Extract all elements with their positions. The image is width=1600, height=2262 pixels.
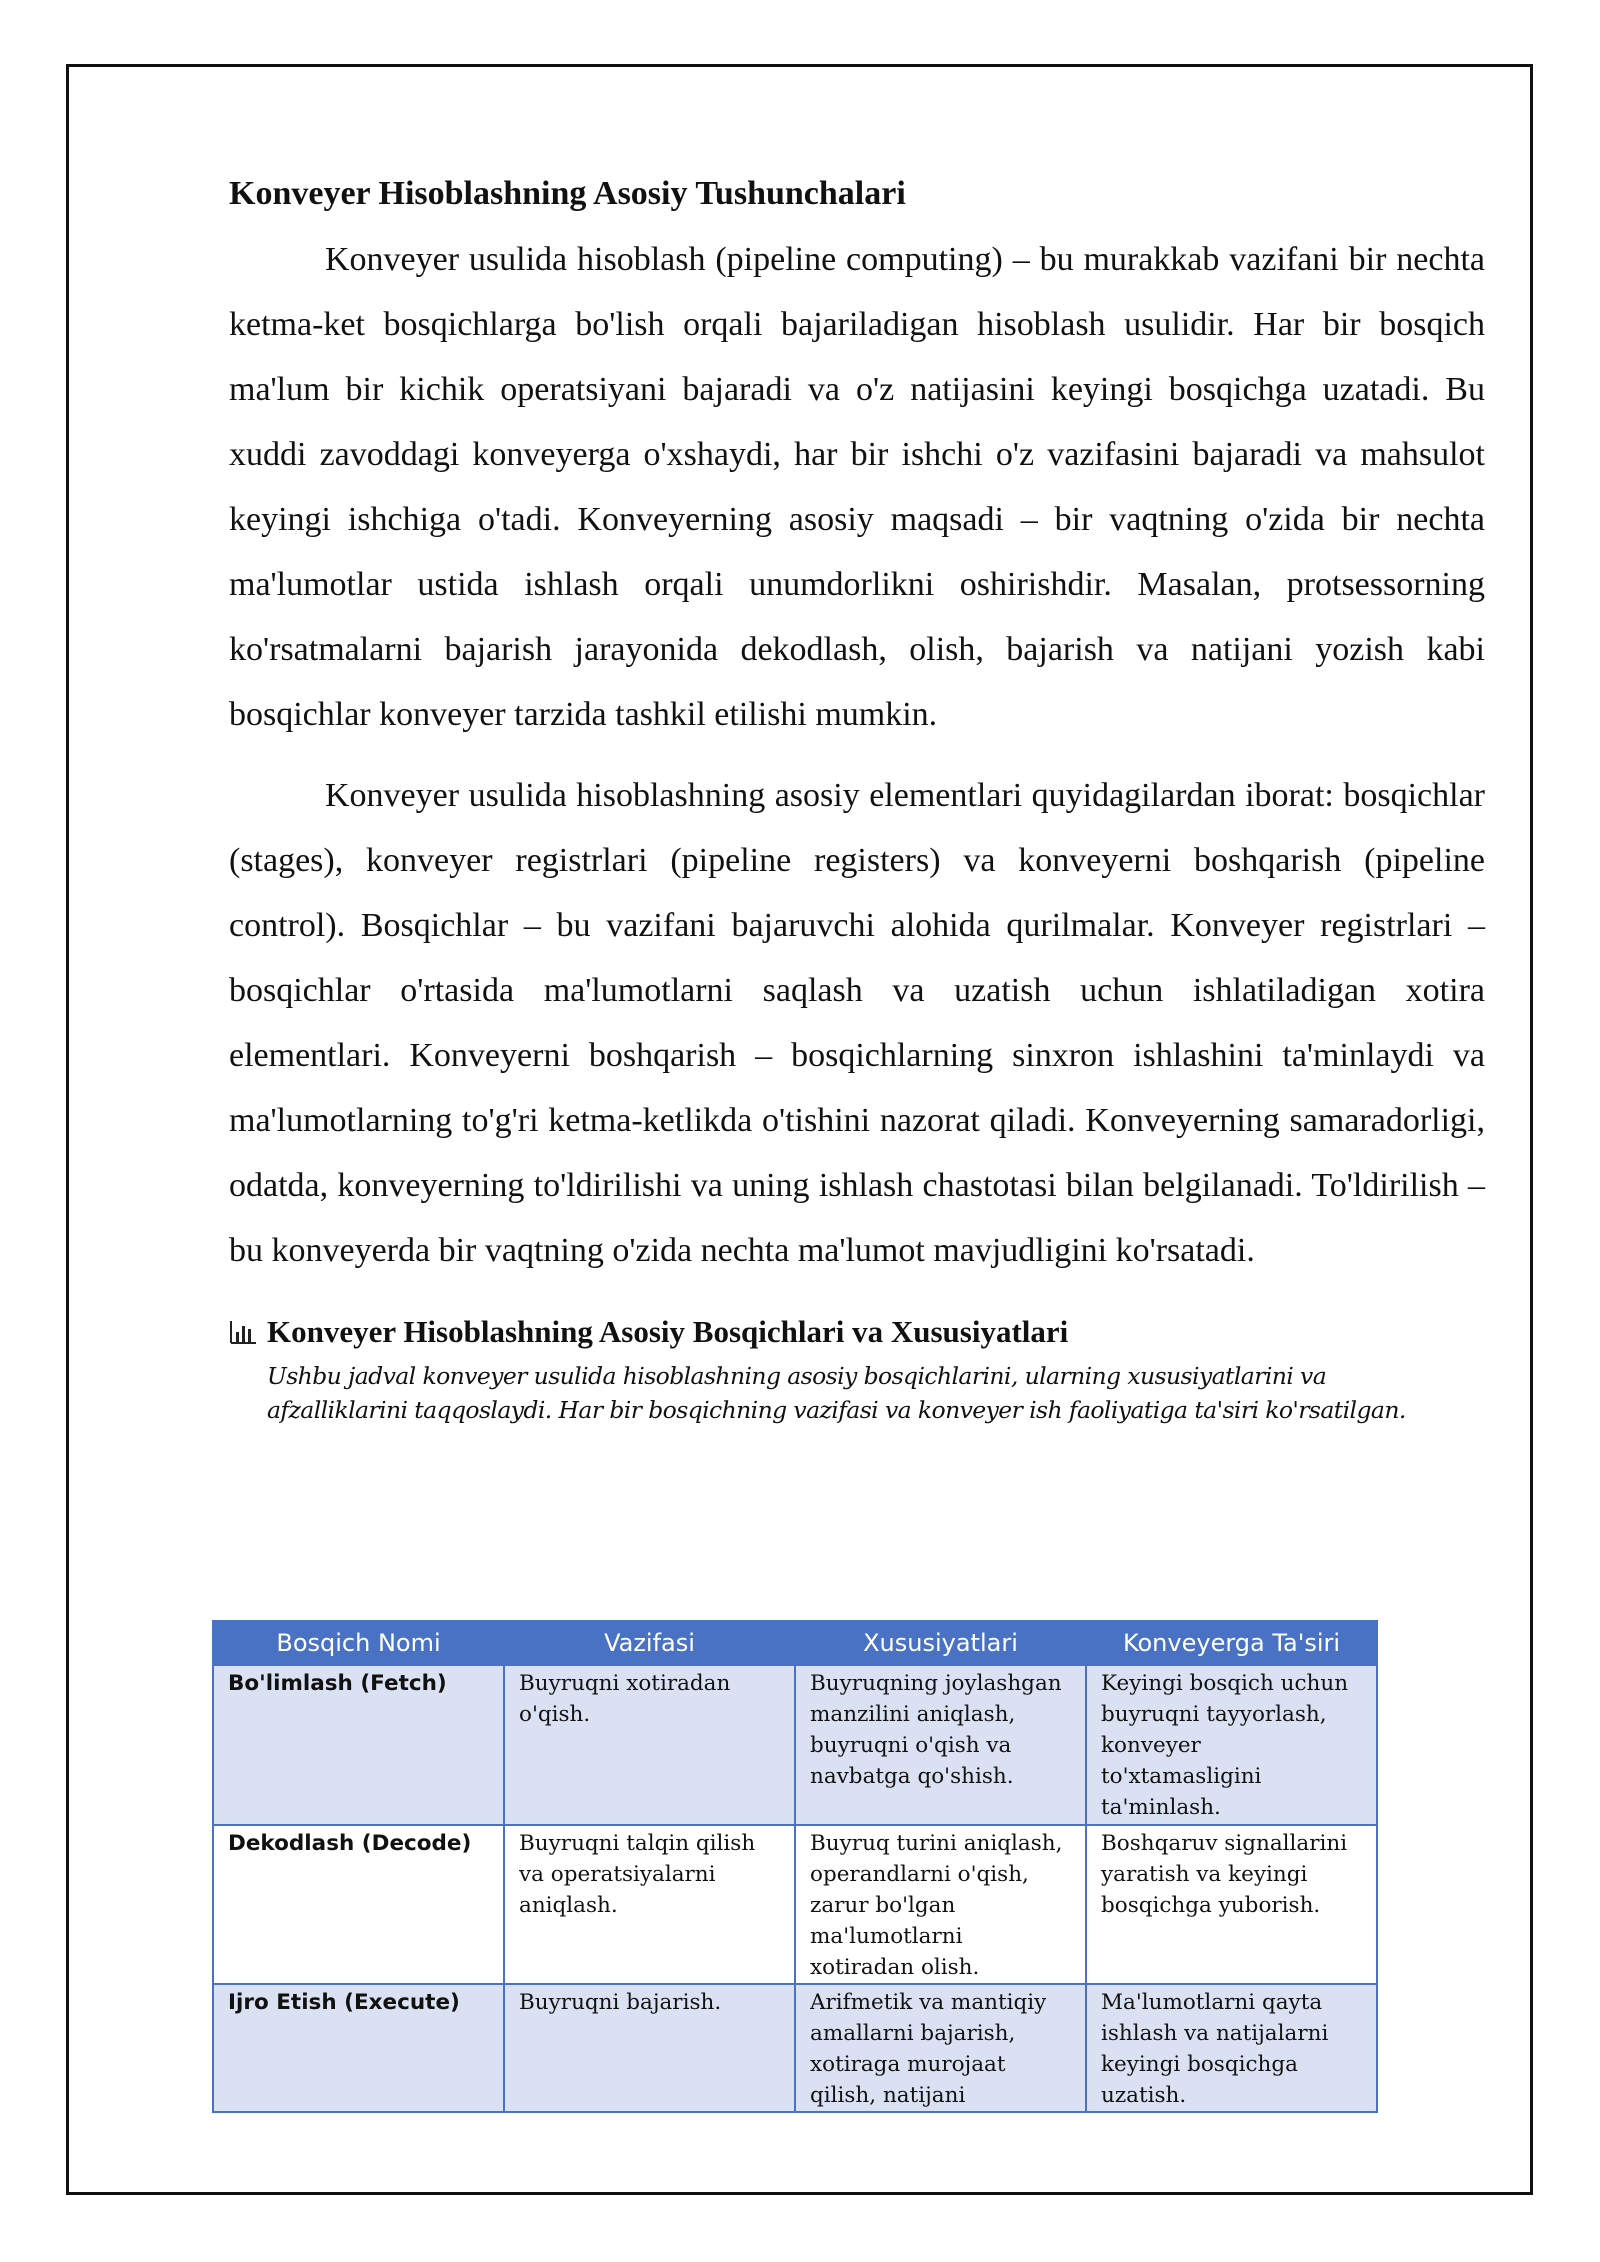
table-cell: Buyruqni bajarish. bbox=[519, 1990, 722, 2015]
paragraph-1: Konveyer usulida hisoblash (pipeline computing) – bu murakkab vazifani bir nechta ketma-ket bosqichlarga bo'lish orqali bajariladigan hisoblash usulidir. Har bir bosqich ma'lum bir kichik operatsiyani bajaradi va o'z natijasini keyingi bosqichga uzatadi. Bu xuddi zavoddagi konveyerga o'xshaydi, har bir ishchi o'z vazifasini bajaradi va mahsulot keyingi ishchiga o'tadi. Konveyerning asosiy maqsadi – bir vaqtning o'zida bir nechta ma'lumotlar ustida ishlash orqali unumdorlikni oshirishdir. Masalan, protsessorning ko'rsatmalarni bajarish jarayonida dekodlash, olish, bajarish va natijani yozish kabi bosqichlar konveyer tarzida tashkil etilishi mumkin. bbox=[229, 241, 1485, 733]
table-cell: Keyingi bosqich uchun buyruqni tayyorlash, konveyer to'xtamasligini ta'minlash. bbox=[1101, 1671, 1349, 1820]
table-row bbox=[213, 1665, 1377, 1825]
table-heading bbox=[229, 1313, 1485, 1351]
table-cell: Buyruq turini aniqlash, operandlarni o'qish, zarur bo'lgan ma'lumotlarni xotiradan olish. bbox=[810, 1831, 1063, 1980]
document-title: Konveyer Hisoblashning Asosiy Tushunchalari bbox=[229, 175, 906, 212]
stage-name-cell: Bo'limlash (Fetch) bbox=[228, 1671, 447, 1696]
table-cell: Boshqaruv signallarini yaratish va keyingi bosqichga yuborish. bbox=[1101, 1831, 1348, 1918]
paragraph-2: Konveyer usulida hisoblashning asosiy elementlari quyidagilardan iborat: bosqichlar (stages), konveyer registrlari (pipeline registers) va konveyerni boshqarish (pipeline control). Bosqichlar – bu vazifani bajaruvchi alohida qurilmalar. Konveyer registrlari – bosqichlar o'rtasida ma'lumotlarni saqlash va uzatish uchun ishlatiladigan xotira elementlari. Konveyerni boshqarish – bosqichlarning sinxron ishlashini ta'minlaydi va ma'lumotlarning to'g'ri ketma-ketlikda o'tishini nazorat qiladi. Konveyerning samaradorligi, odatda, konveyerning to'ldirilishi va uning ishlash chastotasi bilan belgilanadi. To'ldirilish – bu konveyerda bir vaqtning o'zida nechta ma'lumot mavjudligini ko'rsatadi. bbox=[229, 777, 1485, 1269]
table-cell: Buyruqni talqin qilish va operatsiyalarni aniqlash. bbox=[519, 1831, 756, 1918]
table-row bbox=[213, 1984, 1377, 2112]
table-caption: Ushbu jadval konveyer usulida hisoblashning asosiy bosqichlarini, ularning xususiyatlarini va afzalliklarini taqqoslaydi. Har bir bosqichning vazifasi va konveyer ish faoliyatiga ta'siri ko'rsatilgan. bbox=[267, 1362, 1406, 1424]
table-header-row bbox=[213, 1621, 1377, 1665]
table-row bbox=[213, 1825, 1377, 1984]
table-cell: Buyruqni xotiradan o'qish. bbox=[519, 1671, 731, 1727]
column-header: Konveyerga Ta'siri bbox=[1086, 1621, 1377, 1665]
column-header: Xususiyatlari bbox=[795, 1621, 1086, 1665]
table-cell: Buyruqning joylashgan manzilini aniqlash, buyruqni o'qish va navbatga qo'shish. bbox=[810, 1671, 1062, 1789]
table-cell: Arifmetik va mantiqiy amallarni bajarish, xotiraga murojaat qilish, natijani bbox=[810, 1990, 1047, 2108]
table-heading-text: Konveyer Hisoblashning Asosiy Bosqichlari va Xususiyatlari bbox=[267, 1314, 1069, 1349]
bar-chart-icon bbox=[229, 1318, 257, 1346]
stages-table bbox=[212, 1620, 1378, 2113]
table-cell: Ma'lumotlarni qayta ishlash va natijalarni keyingi bosqichga uzatish. bbox=[1101, 1990, 1329, 2108]
stage-name-cell: Dekodlash (Decode) bbox=[228, 1831, 472, 1856]
document-body bbox=[229, 160, 1485, 1427]
column-header: Bosqich Nomi bbox=[213, 1621, 504, 1665]
column-header: Vazifasi bbox=[504, 1621, 795, 1665]
stage-name-cell: Ijro Etish (Execute) bbox=[228, 1990, 460, 2015]
